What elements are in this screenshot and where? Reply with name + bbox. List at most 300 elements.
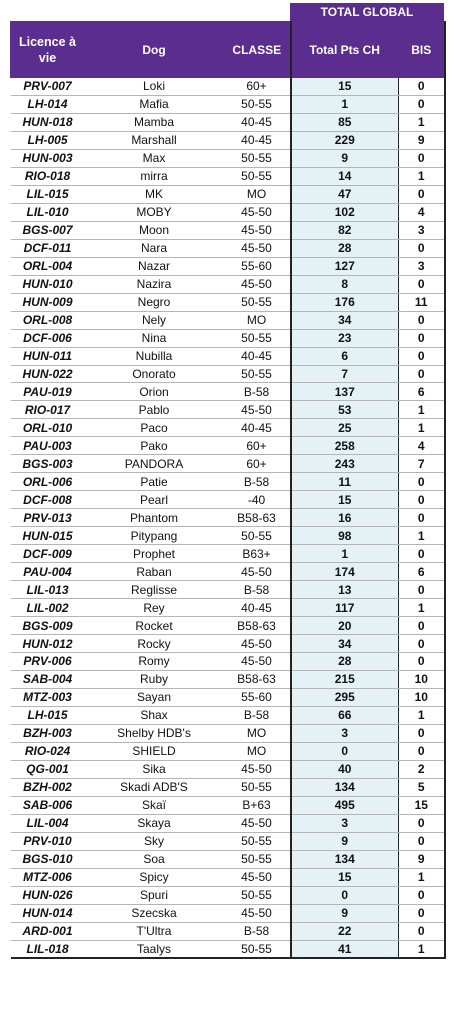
dog-name-cell: Shax <box>85 706 224 724</box>
total-points-cell: 20 <box>291 617 399 635</box>
licence-cell: LIL-010 <box>11 203 85 221</box>
bis-cell: 5 <box>399 778 445 796</box>
total-points-cell: 258 <box>291 437 399 455</box>
total-points-cell: 13 <box>291 581 399 599</box>
total-points-cell: 495 <box>291 796 399 814</box>
dog-name-cell: Prophet <box>85 545 224 563</box>
total-points-cell: 41 <box>291 940 399 958</box>
total-points-cell: 215 <box>291 670 399 688</box>
classe-cell: MO <box>224 311 291 329</box>
dog-name-cell: Skaï <box>85 796 224 814</box>
bis-cell: 1 <box>399 940 445 958</box>
total-global-banner: TOTAL GLOBAL <box>290 3 444 21</box>
total-points-cell: 229 <box>291 131 399 149</box>
classe-cell: B58-63 <box>224 617 291 635</box>
bis-cell: 0 <box>399 742 445 760</box>
bis-cell: 1 <box>399 419 445 437</box>
dog-name-cell: Spuri <box>85 886 224 904</box>
total-points-cell: 243 <box>291 455 399 473</box>
total-points-cell: 1 <box>291 545 399 563</box>
table-row <box>11 545 445 563</box>
licence-cell: PRV-010 <box>11 832 85 850</box>
dog-name-cell: Loki <box>85 78 224 96</box>
table-row <box>11 167 445 185</box>
classe-cell: 45-50 <box>224 401 291 419</box>
licence-cell: ARD-001 <box>11 922 85 940</box>
dog-name-cell: Orion <box>85 383 224 401</box>
licence-cell: HUN-022 <box>11 365 85 383</box>
total-points-cell: 295 <box>291 688 399 706</box>
total-points-cell: 9 <box>291 832 399 850</box>
licence-cell: LIL-013 <box>11 581 85 599</box>
dog-name-cell: Nara <box>85 239 224 257</box>
total-points-cell: 34 <box>291 311 399 329</box>
dog-name-cell: Phantom <box>85 509 224 527</box>
dog-name-cell: Rocky <box>85 635 224 653</box>
total-points-cell: 9 <box>291 904 399 922</box>
total-points-cell: 28 <box>291 653 399 671</box>
bis-cell: 0 <box>399 149 445 167</box>
total-points-cell: 137 <box>291 383 399 401</box>
dog-name-cell: Paco <box>85 419 224 437</box>
bis-cell: 1 <box>399 113 445 131</box>
table-row <box>11 868 445 886</box>
total-points-cell: 134 <box>291 778 399 796</box>
dog-name-cell: Szecska <box>85 904 224 922</box>
bis-cell: 10 <box>399 688 445 706</box>
bis-cell: 11 <box>399 293 445 311</box>
total-points-cell: 34 <box>291 635 399 653</box>
licence-cell: LH-014 <box>11 95 85 113</box>
classe-cell: 45-50 <box>224 868 291 886</box>
dog-name-cell: Nazar <box>85 257 224 275</box>
table-row <box>11 437 445 455</box>
classe-cell: 40-45 <box>224 347 291 365</box>
total-points-cell: 47 <box>291 185 399 203</box>
table-row <box>11 617 445 635</box>
standings-body <box>11 78 445 959</box>
bis-cell: 2 <box>399 760 445 778</box>
table-row <box>11 257 445 275</box>
table-row <box>11 670 445 688</box>
dog-name-cell: T'Ultra <box>85 922 224 940</box>
dog-name-cell: Ruby <box>85 670 224 688</box>
licence-cell: HUN-011 <box>11 347 85 365</box>
total-points-cell: 23 <box>291 329 399 347</box>
bis-cell: 15 <box>399 796 445 814</box>
total-points-cell: 7 <box>291 365 399 383</box>
classe-cell: B58-63 <box>224 670 291 688</box>
bis-cell: 0 <box>399 509 445 527</box>
classe-cell: 50-55 <box>224 886 291 904</box>
table-row <box>11 850 445 868</box>
licence-cell: BGS-003 <box>11 455 85 473</box>
dog-name-cell: Rocket <box>85 617 224 635</box>
licence-cell: HUN-018 <box>11 113 85 131</box>
bis-cell: 3 <box>399 221 445 239</box>
bis-cell: 0 <box>399 95 445 113</box>
bis-cell: 3 <box>399 257 445 275</box>
classe-header: CLASSE <box>224 22 291 78</box>
total-points-cell: 40 <box>291 760 399 778</box>
licence-cell: LIL-015 <box>11 185 85 203</box>
dog-name-cell: Sky <box>85 832 224 850</box>
dog-name-cell: Raban <box>85 563 224 581</box>
classe-cell: 50-55 <box>224 95 291 113</box>
classe-cell: B+63 <box>224 796 291 814</box>
dog-name-cell: Mafia <box>85 95 224 113</box>
table-row <box>11 78 445 96</box>
classe-cell: 45-50 <box>224 814 291 832</box>
classe-cell: B-58 <box>224 581 291 599</box>
dog-name-cell: Onorato <box>85 365 224 383</box>
dog-name-cell: Max <box>85 149 224 167</box>
classe-cell: 55-60 <box>224 257 291 275</box>
classe-cell: 50-55 <box>224 832 291 850</box>
dog-name-cell: Pitypang <box>85 527 224 545</box>
bis-cell: 0 <box>399 904 445 922</box>
classe-cell: 40-45 <box>224 599 291 617</box>
licence-cell: MTZ-006 <box>11 868 85 886</box>
table-row <box>11 221 445 239</box>
licence-cell: DCF-008 <box>11 491 85 509</box>
table-row <box>11 311 445 329</box>
classe-cell: 45-50 <box>224 221 291 239</box>
table-row <box>11 239 445 257</box>
table-row <box>11 473 445 491</box>
bis-cell: 0 <box>399 653 445 671</box>
total-points-cell: 15 <box>291 491 399 509</box>
bis-cell: 1 <box>399 401 445 419</box>
table-row <box>11 383 445 401</box>
classe-cell: 45-50 <box>224 760 291 778</box>
dog-name-cell: Skadi ADB'S <box>85 778 224 796</box>
total-points-cell: 6 <box>291 347 399 365</box>
bis-cell: 1 <box>399 527 445 545</box>
table-row <box>11 491 445 509</box>
licence-cell: HUN-009 <box>11 293 85 311</box>
classe-cell: MO <box>224 724 291 742</box>
total-points-cell: 9 <box>291 149 399 167</box>
dog-name-cell: Nubilla <box>85 347 224 365</box>
dog-name-cell: Rey <box>85 599 224 617</box>
classe-cell: 50-55 <box>224 329 291 347</box>
classe-cell: B-58 <box>224 922 291 940</box>
dog-name-cell: Soa <box>85 850 224 868</box>
classe-cell: B58-63 <box>224 509 291 527</box>
dog-name-cell: Spicy <box>85 868 224 886</box>
classe-cell: B-58 <box>224 706 291 724</box>
total-points-cell: 66 <box>291 706 399 724</box>
licence-cell: RIO-024 <box>11 742 85 760</box>
licence-cell: BZH-003 <box>11 724 85 742</box>
bis-cell: 0 <box>399 635 445 653</box>
table-row <box>11 886 445 904</box>
table-row <box>11 688 445 706</box>
dog-name-cell: Taalys <box>85 940 224 958</box>
total-points-cell: 98 <box>291 527 399 545</box>
total-points-cell: 176 <box>291 293 399 311</box>
dog-name-cell: Moon <box>85 221 224 239</box>
total-points-cell: 1 <box>291 95 399 113</box>
total-points-cell: 11 <box>291 473 399 491</box>
licence-cell: LIL-004 <box>11 814 85 832</box>
licence-cell: ORL-010 <box>11 419 85 437</box>
total-points-cell: 3 <box>291 814 399 832</box>
bis-cell: 0 <box>399 922 445 940</box>
table-row <box>11 760 445 778</box>
dog-name-cell: mirra <box>85 167 224 185</box>
bis-cell: 9 <box>399 850 445 868</box>
dog-name-cell: Reglisse <box>85 581 224 599</box>
licence-cell: PRV-006 <box>11 653 85 671</box>
table-row <box>11 814 445 832</box>
total-points-cell: 53 <box>291 401 399 419</box>
dog-name-cell: Marshall <box>85 131 224 149</box>
bis-cell: 10 <box>399 670 445 688</box>
bis-cell: 4 <box>399 437 445 455</box>
licence-cell: BGS-010 <box>11 850 85 868</box>
licence-cell: HUN-015 <box>11 527 85 545</box>
dog-name-cell: Pako <box>85 437 224 455</box>
classe-cell: 60+ <box>224 78 291 96</box>
classe-cell: 50-55 <box>224 778 291 796</box>
total-points-cell: 0 <box>291 742 399 760</box>
licence-cell: QG-001 <box>11 760 85 778</box>
classe-cell: 50-55 <box>224 167 291 185</box>
licence-cell: DCF-011 <box>11 239 85 257</box>
dog-name-cell: Pablo <box>85 401 224 419</box>
total-points-cell: 85 <box>291 113 399 131</box>
licence-cell: LIL-018 <box>11 940 85 958</box>
total-points-cell: 174 <box>291 563 399 581</box>
bis-header: BIS <box>399 22 445 78</box>
bis-cell: 1 <box>399 868 445 886</box>
dog-name-cell: Negro <box>85 293 224 311</box>
dog-name-cell: Mamba <box>85 113 224 131</box>
bis-cell: 0 <box>399 365 445 383</box>
table-row <box>11 581 445 599</box>
licence-cell: SAB-004 <box>11 670 85 688</box>
classe-cell: 60+ <box>224 455 291 473</box>
classe-cell: MO <box>224 742 291 760</box>
dog-name-cell: Sika <box>85 760 224 778</box>
table-row <box>11 832 445 850</box>
table-row <box>11 401 445 419</box>
total-points-cell: 14 <box>291 167 399 185</box>
total-points-cell: 28 <box>291 239 399 257</box>
total-points-cell: 3 <box>291 724 399 742</box>
licence-cell: ORL-006 <box>11 473 85 491</box>
table-row <box>11 293 445 311</box>
bis-cell: 0 <box>399 311 445 329</box>
classe-cell: 40-45 <box>224 419 291 437</box>
table-row <box>11 113 445 131</box>
table-row <box>11 347 445 365</box>
total-points-cell: 127 <box>291 257 399 275</box>
table-row <box>11 203 445 221</box>
licence-cell: RIO-018 <box>11 167 85 185</box>
total-points-cell: 16 <box>291 509 399 527</box>
table-row <box>11 904 445 922</box>
dog-name-cell: PANDORA <box>85 455 224 473</box>
bis-cell: 0 <box>399 886 445 904</box>
bis-cell: 0 <box>399 275 445 293</box>
bis-cell: 6 <box>399 563 445 581</box>
classe-cell: 40-45 <box>224 131 291 149</box>
total-points-cell: 134 <box>291 850 399 868</box>
licence-cell: DCF-006 <box>11 329 85 347</box>
licence-cell: HUN-014 <box>11 904 85 922</box>
licence-cell: PRV-007 <box>11 78 85 96</box>
table-row <box>11 329 445 347</box>
classe-cell: 50-55 <box>224 365 291 383</box>
bis-cell: 4 <box>399 203 445 221</box>
classe-cell: 45-50 <box>224 653 291 671</box>
classe-cell: B-58 <box>224 383 291 401</box>
licence-header: Licence à vie <box>11 22 85 78</box>
total-points-cell: 15 <box>291 78 399 96</box>
licence-cell: LH-005 <box>11 131 85 149</box>
bis-cell: 0 <box>399 185 445 203</box>
table-row <box>11 509 445 527</box>
table-row <box>11 922 445 940</box>
dog-name-cell: Nazira <box>85 275 224 293</box>
licence-cell: HUN-012 <box>11 635 85 653</box>
table-row <box>11 275 445 293</box>
licence-cell: HUN-010 <box>11 275 85 293</box>
licence-cell: MTZ-003 <box>11 688 85 706</box>
classe-cell: 45-50 <box>224 563 291 581</box>
classe-cell: 50-55 <box>224 850 291 868</box>
total-points-header: Total Pts CH <box>291 22 399 78</box>
bis-cell: 6 <box>399 383 445 401</box>
licence-cell: PAU-003 <box>11 437 85 455</box>
licence-cell: BGS-009 <box>11 617 85 635</box>
bis-cell: 0 <box>399 581 445 599</box>
bis-cell: 0 <box>399 814 445 832</box>
total-points-cell: 22 <box>291 922 399 940</box>
dog-name-cell: Skaya <box>85 814 224 832</box>
total-points-cell: 25 <box>291 419 399 437</box>
bis-cell: 0 <box>399 239 445 257</box>
classe-cell: 60+ <box>224 437 291 455</box>
dog-name-cell: Shelby HDB's <box>85 724 224 742</box>
classe-cell: 50-55 <box>224 527 291 545</box>
bis-cell: 9 <box>399 131 445 149</box>
bis-cell: 7 <box>399 455 445 473</box>
bis-cell: 0 <box>399 617 445 635</box>
total-points-cell: 15 <box>291 868 399 886</box>
classe-cell: MO <box>224 185 291 203</box>
table-row <box>11 131 445 149</box>
bis-cell: 0 <box>399 329 445 347</box>
table-row <box>11 742 445 760</box>
table-row <box>11 419 445 437</box>
licence-cell: PRV-013 <box>11 509 85 527</box>
table-row <box>11 365 445 383</box>
dog-name-cell: MOBY <box>85 203 224 221</box>
table-row <box>11 95 445 113</box>
total-points-cell: 0 <box>291 886 399 904</box>
bis-cell: 0 <box>399 491 445 509</box>
classe-cell: -40 <box>224 491 291 509</box>
table-row <box>11 706 445 724</box>
header-row <box>11 22 445 78</box>
total-points-cell: 102 <box>291 203 399 221</box>
bis-cell: 1 <box>399 167 445 185</box>
licence-cell: ORL-008 <box>11 311 85 329</box>
bis-cell: 1 <box>399 599 445 617</box>
standings-table <box>10 21 446 959</box>
dog-name-cell: Patie <box>85 473 224 491</box>
dog-name-cell: SHIELD <box>85 742 224 760</box>
classe-cell: B63+ <box>224 545 291 563</box>
table-row <box>11 724 445 742</box>
licence-cell: HUN-026 <box>11 886 85 904</box>
classe-cell: 45-50 <box>224 239 291 257</box>
dog-name-cell: Romy <box>85 653 224 671</box>
licence-cell: BGS-007 <box>11 221 85 239</box>
dog-name-cell: Sayan <box>85 688 224 706</box>
licence-cell: RIO-017 <box>11 401 85 419</box>
table-row <box>11 455 445 473</box>
licence-cell: PAU-019 <box>11 383 85 401</box>
licence-cell: LIL-002 <box>11 599 85 617</box>
table-row <box>11 599 445 617</box>
classe-cell: 50-55 <box>224 940 291 958</box>
table-row <box>11 796 445 814</box>
classe-cell: 45-50 <box>224 203 291 221</box>
bis-cell: 0 <box>399 473 445 491</box>
classe-cell: 40-45 <box>224 113 291 131</box>
table-row <box>11 563 445 581</box>
classe-cell: 45-50 <box>224 904 291 922</box>
total-points-cell: 82 <box>291 221 399 239</box>
table-row <box>11 778 445 796</box>
licence-cell: SAB-006 <box>11 796 85 814</box>
bis-cell: 1 <box>399 706 445 724</box>
bis-cell: 0 <box>399 78 445 96</box>
table-row <box>11 940 445 958</box>
dog-name-cell: MK <box>85 185 224 203</box>
licence-cell: HUN-003 <box>11 149 85 167</box>
total-points-cell: 117 <box>291 599 399 617</box>
classe-cell: 50-55 <box>224 293 291 311</box>
dog-name-cell: Pearl <box>85 491 224 509</box>
dog-name-cell: Nina <box>85 329 224 347</box>
licence-cell: LH-015 <box>11 706 85 724</box>
bis-cell: 0 <box>399 724 445 742</box>
classe-cell: 45-50 <box>224 635 291 653</box>
dog-header: Dog <box>85 22 224 78</box>
table-row <box>11 635 445 653</box>
total-points-cell: 8 <box>291 275 399 293</box>
dog-name-cell: Nely <box>85 311 224 329</box>
table-row <box>11 653 445 671</box>
classe-cell: 45-50 <box>224 275 291 293</box>
classe-cell: 50-55 <box>224 149 291 167</box>
classe-cell: 55-60 <box>224 688 291 706</box>
bis-cell: 0 <box>399 347 445 365</box>
bis-cell: 0 <box>399 832 445 850</box>
classe-cell: B-58 <box>224 473 291 491</box>
table-row <box>11 185 445 203</box>
licence-cell: DCF-009 <box>11 545 85 563</box>
licence-cell: ORL-004 <box>11 257 85 275</box>
table-row <box>11 527 445 545</box>
licence-cell: PAU-004 <box>11 563 85 581</box>
